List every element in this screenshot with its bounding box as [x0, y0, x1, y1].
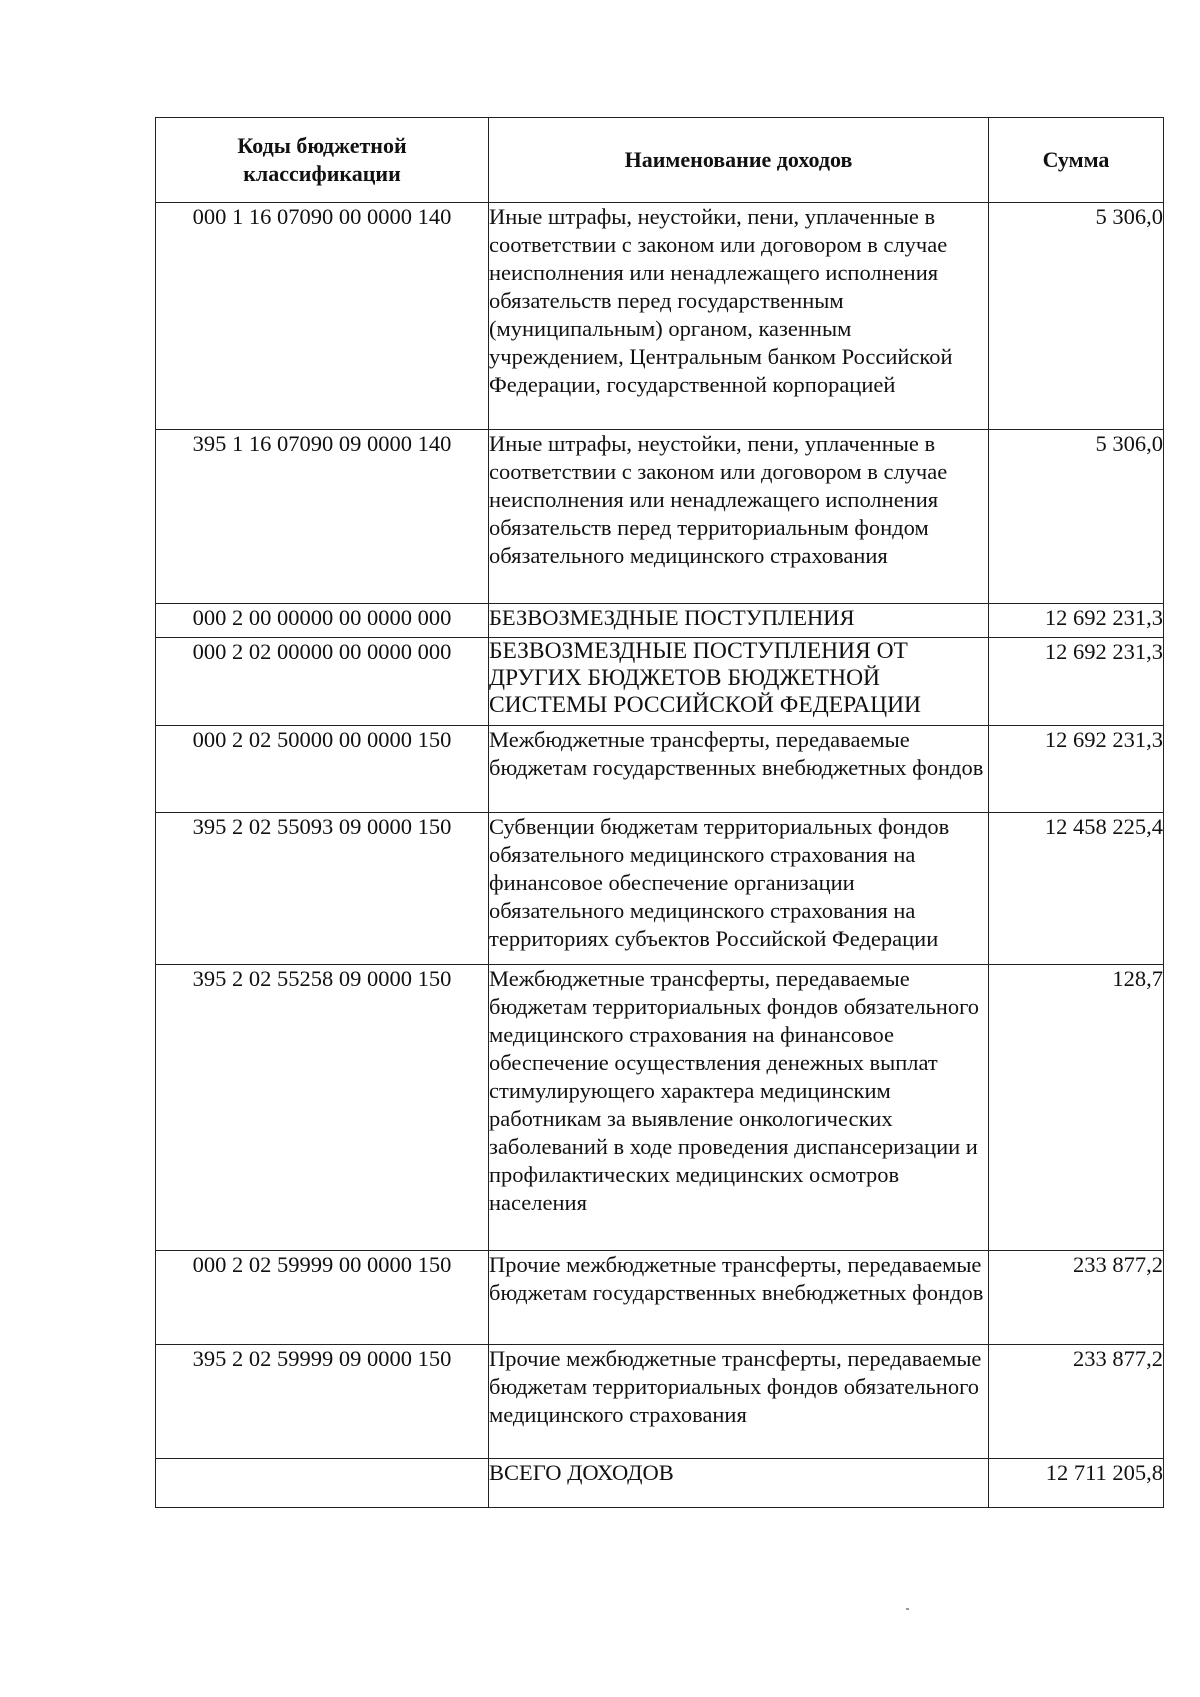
- row-sum: 233 877,2: [989, 1345, 1164, 1459]
- row-name: Прочие межбюджетные трансферты, передаваемые бюджетам территориальных фондов обязательного медицинского страхования: [489, 1345, 989, 1459]
- row-sum: 5 306,0: [989, 430, 1164, 604]
- row-code: 000 2 02 59999 00 0000 150: [156, 1251, 489, 1345]
- row-sum: 5 306,0: [989, 203, 1164, 430]
- row-code: 395 2 02 55258 09 0000 150: [156, 965, 489, 1251]
- row-code: 000 1 16 07090 00 0000 140: [156, 203, 489, 430]
- row-name: БЕЗВОЗМЕЗДНЫЕ ПОСТУПЛЕНИЯ: [489, 604, 989, 638]
- row-sum: 128,7: [989, 965, 1164, 1251]
- row-name: Субвенции бюджетам территориальных фондов обязательного медицинского страхования на финансовое обеспечение организации обязательного медицинского страхования на территориях субъектов Российской Федерации: [489, 813, 989, 965]
- row-code: 395 2 02 59999 09 0000 150: [156, 1345, 489, 1459]
- row-sum: 12 692 231,3: [989, 726, 1164, 813]
- row-name: Межбюджетные трансферты, передаваемые бюджетам государственных внебюджетных фондов: [489, 726, 989, 813]
- row-name: Межбюджетные трансферты, передаваемые бюджетам территориальных фондов обязательного медицинского страхования на финансовое обеспечение осуществления денежных выплат стимулирующего характера медицинским работникам за выявление онкологических заболеваний в ходе проведения диспансеризации и профилактических медицинских осмотров населения: [489, 965, 989, 1251]
- row-sum: 12 692 231,3: [989, 604, 1164, 638]
- table-header-row: [156, 118, 1164, 203]
- table-row: [156, 203, 1164, 430]
- row-code: 395 1 16 07090 09 0000 140: [156, 430, 489, 604]
- table-row: [156, 726, 1164, 813]
- total-label: ВСЕГО ДОХОДОВ: [489, 1459, 989, 1508]
- row-sum: 12 458 225,4: [989, 813, 1164, 965]
- scan-speck: [906, 1608, 909, 1610]
- total-row: [156, 1459, 1164, 1508]
- row-name: БЕЗВОЗМЕЗДНЫЕ ПОСТУПЛЕНИЯ ОТ ДРУГИХ БЮДЖЕТОВ БЮДЖЕТНОЙ СИСТЕМЫ РОССИЙСКОЙ ФЕДЕРАЦИИ: [489, 638, 989, 726]
- row-code: 000 2 00 00000 00 0000 000: [156, 604, 489, 638]
- header-name: Наименование доходов: [489, 118, 989, 203]
- total-sum: 12 711 205,8: [989, 1459, 1164, 1508]
- header-sum: Сумма: [989, 118, 1164, 203]
- row-sum: 233 877,2: [989, 1251, 1164, 1345]
- row-sum: 12 692 231,3: [989, 638, 1164, 726]
- table-row: [156, 965, 1164, 1251]
- row-code: 000 2 02 50000 00 0000 150: [156, 726, 489, 813]
- total-code: [156, 1459, 489, 1508]
- row-name: Иные штрафы, неустойки, пени, уплаченные в соответствии с законом или договором в случае неисполнения или ненадлежащего исполнения обязательств перед государственным (муниципальным) органом, казенным учреждением, Центральным банком Российской Федерации, государственной корпорацией: [489, 203, 989, 430]
- row-name: Иные штрафы, неустойки, пени, уплаченные в соответствии с законом или договором в случае неисполнения или ненадлежащего исполнения обязательств перед территориальным фондом обязательного медицинского страхования: [489, 430, 989, 604]
- table-row: [156, 638, 1164, 726]
- table-row: [156, 1345, 1164, 1459]
- revenue-table: [155, 117, 1164, 1508]
- row-name: Прочие межбюджетные трансферты, передаваемые бюджетам государственных внебюджетных фондов: [489, 1251, 989, 1345]
- row-code: 395 2 02 55093 09 0000 150: [156, 813, 489, 965]
- table-row: [156, 604, 1164, 638]
- table-row: [156, 813, 1164, 965]
- header-code: Коды бюджетной классификации: [156, 118, 489, 203]
- table-row: [156, 430, 1164, 604]
- row-code: 000 2 02 00000 00 0000 000: [156, 638, 489, 726]
- table-row: [156, 1251, 1164, 1345]
